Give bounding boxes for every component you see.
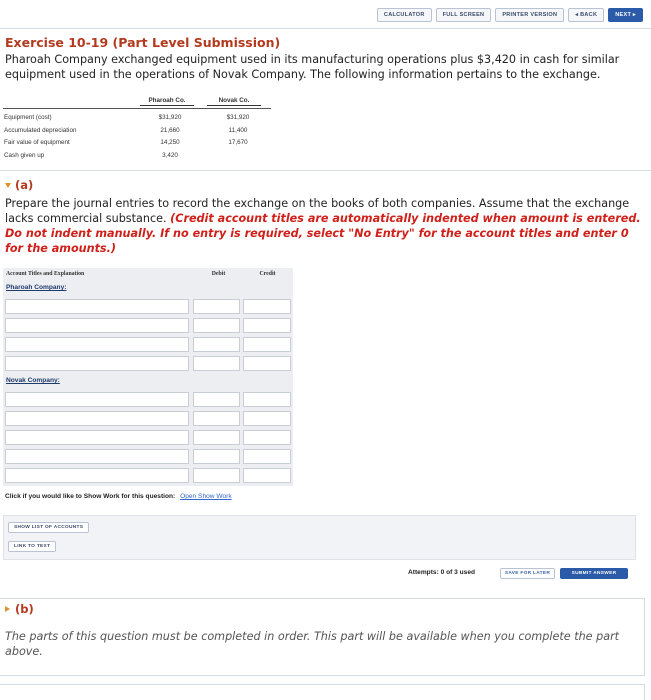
journal-row	[3, 318, 293, 333]
pharoah-value: $31,920	[158, 114, 182, 121]
printer-version-button[interactable]: PRINTER VERSION	[495, 8, 564, 22]
journal-row	[3, 449, 293, 464]
credit-input[interactable]	[243, 337, 291, 352]
table-row	[3, 137, 271, 150]
exchange-info-table	[3, 95, 271, 162]
journal-row	[3, 337, 293, 352]
credit-input[interactable]	[243, 318, 291, 333]
back-button[interactable]: ◂ BACK	[568, 8, 604, 22]
pharoah-value: 14,250	[160, 139, 180, 146]
credit-input[interactable]	[243, 392, 291, 407]
col-debit: Debit	[211, 271, 226, 277]
attempts-counter: Attempts: 0 of 3 used	[408, 569, 476, 576]
journal-row	[3, 356, 293, 371]
account-title-input[interactable]	[5, 337, 189, 352]
resources-box	[3, 515, 636, 560]
open-show-work-link[interactable]: Open Show Work	[180, 493, 232, 500]
credit-input[interactable]	[243, 299, 291, 314]
novak-company-label: Novak Company:	[6, 377, 60, 384]
part-a-toggle[interactable]	[5, 178, 33, 192]
full-screen-button[interactable]: FULL SCREEN	[436, 8, 492, 22]
account-title-input[interactable]	[5, 468, 189, 483]
top-divider	[0, 28, 651, 29]
exercise-title: Exercise 10-19 (Part Level Submission)	[5, 35, 281, 50]
next-button[interactable]: NEXT ▸	[608, 8, 643, 22]
pharoah-company-label: Pharoah Company:	[6, 284, 67, 291]
account-title-input[interactable]	[5, 411, 189, 426]
section-divider	[0, 170, 651, 171]
debit-input[interactable]	[193, 430, 240, 445]
debit-input[interactable]	[193, 411, 240, 426]
account-title-input[interactable]	[5, 299, 189, 314]
row-label: Fair value of equipment	[4, 139, 70, 146]
account-title-input[interactable]	[5, 356, 189, 371]
top-toolbar	[377, 8, 643, 22]
exercise-description: Pharoah Company exchanged equipment used in its manufacturing operations plus $3,420 in cash for similar equipment used in the operations of Novak Company. The following information pertains to the exchange.	[5, 53, 620, 81]
account-title-input[interactable]	[5, 392, 189, 407]
save-for-later-button[interactable]: SAVE FOR LATER	[500, 568, 555, 579]
col-account-titles: Account Titles and Explanation	[6, 271, 85, 277]
credit-input[interactable]	[243, 411, 291, 426]
header-pharoah: Pharoah Co.	[140, 97, 194, 106]
debit-input[interactable]	[193, 318, 240, 333]
row-label: Accumulated depreciation	[4, 126, 77, 134]
next-panel-edge	[0, 684, 645, 700]
part-b-toggle[interactable]	[5, 602, 34, 616]
debit-input[interactable]	[193, 449, 240, 464]
row-label: Cash given up	[4, 151, 45, 159]
table-row	[3, 150, 271, 163]
part-a-label: (a)	[15, 178, 34, 192]
expand-triangle-icon	[5, 183, 11, 188]
novak-value: 11,400	[228, 126, 248, 134]
debit-input[interactable]	[193, 392, 240, 407]
instruction-text: Prepare the journal entries to record the exchange on the books of both companies. Assume that the exchange lacks commercial substance.	[5, 197, 630, 225]
journal-row	[3, 411, 293, 426]
pharoah-entry-grid	[3, 295, 293, 374]
show-list-of-accounts-button[interactable]: SHOW LIST OF ACCOUNTS	[8, 522, 89, 533]
header-novak: Novak Co.	[207, 97, 261, 106]
submit-answer-button[interactable]: SUBMIT ANSWER	[560, 568, 628, 579]
col-credit: Credit	[259, 271, 276, 277]
debit-input[interactable]	[193, 299, 240, 314]
show-work-prompt: Click if you would like to Show Work for this question:	[5, 493, 176, 500]
pharoah-value: 3,420	[162, 151, 178, 159]
novak-company-bar	[3, 374, 293, 388]
novak-value: $31,920	[226, 114, 250, 121]
table-row	[3, 112, 271, 125]
show-work-row	[5, 493, 232, 500]
collapsed-triangle-icon	[5, 606, 10, 612]
credit-input[interactable]	[243, 356, 291, 371]
part-b-label: (b)	[15, 602, 34, 616]
part-b-locked-message: The parts of this question must be completed in order. This part will be available when you complete the part above.	[5, 630, 620, 658]
account-title-input[interactable]	[5, 318, 189, 333]
journal-row	[3, 430, 293, 445]
link-to-text-button[interactable]: LINK TO TEXT	[8, 541, 56, 552]
journal-row	[3, 392, 293, 407]
credit-input[interactable]	[243, 449, 291, 464]
debit-input[interactable]	[193, 468, 240, 483]
journal-row	[3, 299, 293, 314]
account-title-input[interactable]	[5, 449, 189, 464]
credit-input[interactable]	[243, 468, 291, 483]
journal-header	[3, 268, 293, 295]
info-table-rule	[3, 108, 271, 109]
novak-value: 17,670	[228, 139, 248, 146]
account-title-input[interactable]	[5, 430, 189, 445]
calculator-button[interactable]: CALCULATOR	[377, 8, 432, 22]
part-a-instructions	[5, 196, 645, 256]
row-label: Equipment (cost)	[4, 114, 52, 121]
credit-input[interactable]	[243, 430, 291, 445]
debit-input[interactable]	[193, 337, 240, 352]
novak-entry-grid	[3, 388, 293, 486]
table-row	[3, 125, 271, 138]
info-table-header	[3, 95, 271, 108]
debit-input[interactable]	[193, 356, 240, 371]
journal-row	[3, 468, 293, 483]
instruction-warning: (Credit account titles are automatically indented when amount is entered. Do not indent manually. If no entry is required, select "No Entry" for the account titles and enter 0 for the amounts.)	[5, 212, 641, 255]
pharoah-value: 21,660	[160, 126, 180, 134]
